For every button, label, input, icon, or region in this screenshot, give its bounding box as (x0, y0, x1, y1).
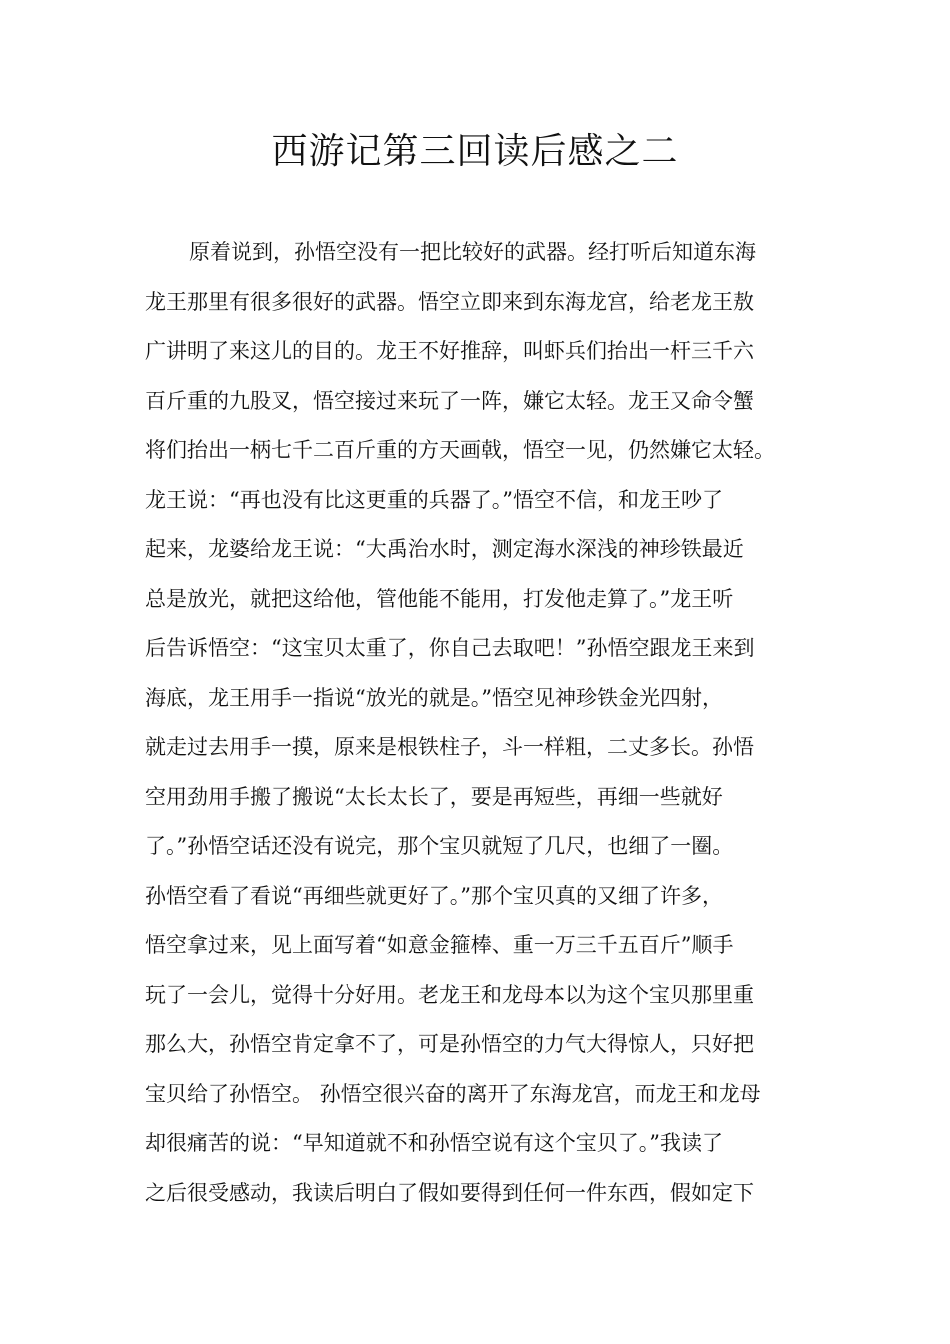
text-line: 后告诉悟空：“这宝贝太重了，你自己去取吧！”孙悟空跟龙王来到 (145, 636, 755, 660)
text-line: 龙王说：“再也没有比这更重的兵器了。”悟空不信，和龙王吵了 (145, 487, 723, 512)
text-line: 原着说到，孙悟空没有一把比较好的武器。经打听后知道东海 (189, 240, 756, 264)
text-line: 空用劲用手搬了搬说“太长太长了，要是再短些，再细一些就好 (145, 784, 723, 809)
text-line: 就走过去用手一摸，原来是根铁柱子，斗一样粗，二丈多长。孙悟 (145, 735, 754, 759)
text-line: 之后很受感动，我读后明白了假如要得到任何一件东西，假如定下 (145, 1180, 754, 1205)
text-line: 龙王那里有很多很好的武器。悟空立即来到东海龙宫，给老龙王敖 (145, 289, 754, 314)
document-title: 西游记第三回读后感之二 (271, 131, 679, 172)
text-line: 宝贝给了孙悟空。 孙悟空很兴奋的离开了东海龙宫，而龙王和龙母 (145, 1081, 761, 1106)
document-body (145, 228, 825, 1218)
text-line: 起来，龙婆给龙王说：“大禹治水时，测定海水深浅的神珍铁最近 (145, 537, 744, 561)
text-line: 悟空拿过来，见上面写着“如意金箍棒、重一万三千五百斤”顺手 (145, 933, 734, 957)
text-line: 百斤重的九股叉，悟空接过来玩了一阵，嫌它太轻。龙王又命令蟹 (145, 388, 754, 413)
text-line: 却很痛苦的说：“早知道就不和孙悟空说有这个宝贝了。”我读了 (145, 1131, 723, 1155)
text-line: 那么大，孙悟空肯定拿不了，可是孙悟空的力气大得惊人，只好把 (145, 1032, 754, 1056)
text-line: 了。”孙悟空话还没有说完，那个宝贝就短了几尺，也细了一圈。 (145, 834, 734, 858)
text-line: 将们抬出一柄七千二百斤重的方天画戟，悟空一见，仍然嫌它太轻。 (145, 438, 775, 462)
text-line: 总是放光，就把这给他，管他能不能用，打发他走算了。”龙王听 (145, 586, 734, 611)
text-line: 广讲明了来这儿的目的。龙王不好推辞，叫虾兵们抬出一杆三千六 (145, 339, 754, 363)
text-line: 孙悟空看了看说“再细些就更好了。”那个宝贝真的又细了许多， (145, 883, 723, 908)
text-line: 海底，龙王用手一指说“放光的就是。”悟空见神珍铁金光四射， (145, 685, 723, 710)
text-line: 玩了一会儿，觉得十分好用。老龙王和龙母本以为这个宝贝那里重 (145, 982, 754, 1007)
